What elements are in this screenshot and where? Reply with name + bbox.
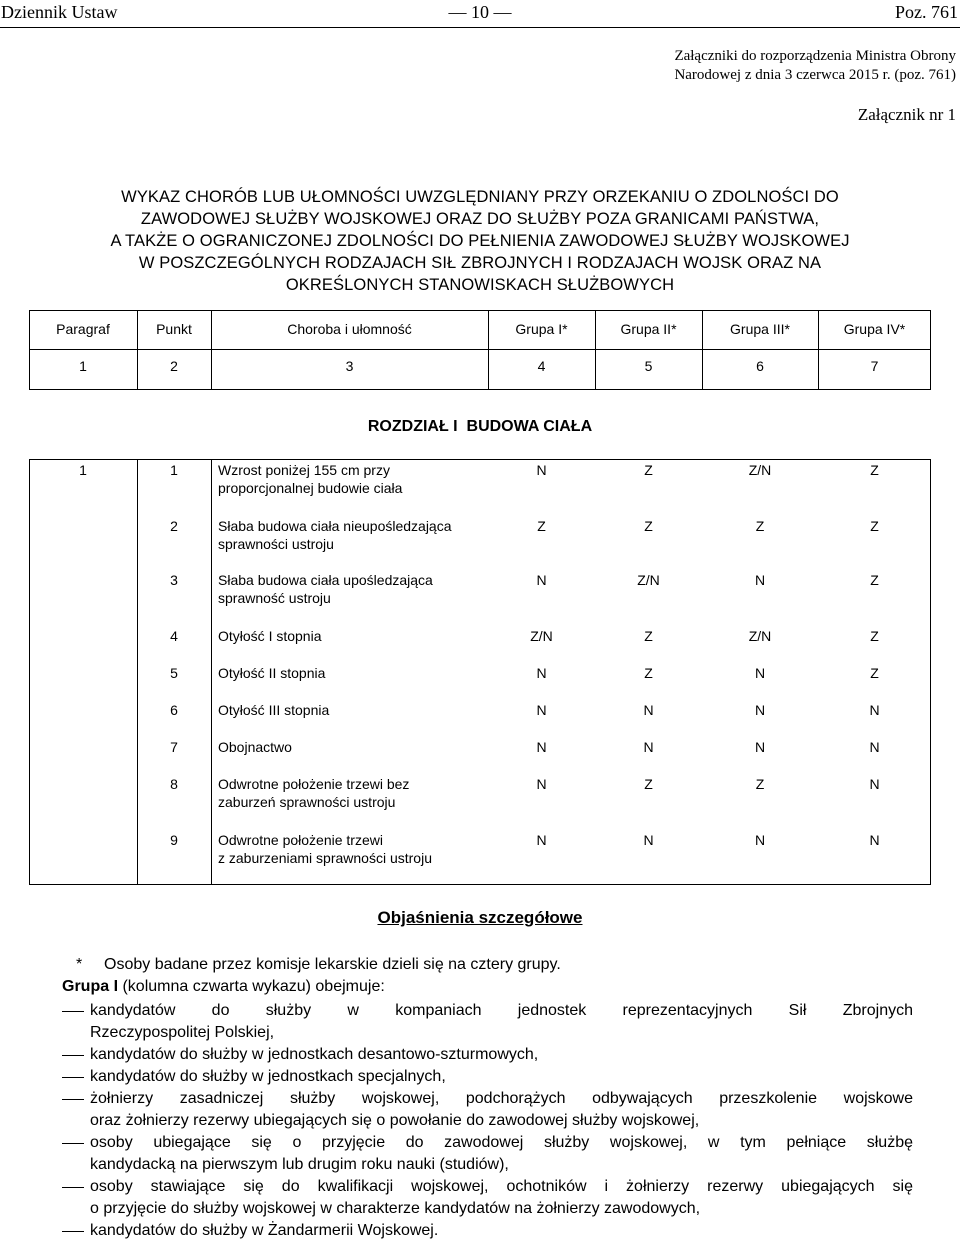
row-group-1-value: N — [536, 739, 547, 755]
row-group-4-value: Z — [870, 572, 879, 588]
row-point: 3 — [170, 572, 178, 588]
row-point: 8 — [170, 776, 178, 792]
col-number: 6 — [756, 358, 764, 374]
row-point: 2 — [170, 518, 178, 534]
journal-name: Dziennik Ustaw — [1, 2, 118, 22]
table-header-divider — [29, 349, 931, 350]
chapter-heading: ROZDZIAŁ I BUDOWA CIAŁA — [367, 418, 593, 435]
row-group-2-value: N — [643, 702, 654, 718]
col-header-disease: Choroba i ułomność — [287, 321, 412, 337]
list-item: kandydatów do służby w Żandarmerii Wojskowej. — [90, 1222, 439, 1239]
title-line-5: OKREŚLONYCH STANOWISKACH SŁUŻBOWYCH — [285, 276, 675, 294]
title-line-1: WYKAZ CHORÓB LUB UŁOMNOŚCI UWZGLĘDNIANY PRZY ORZEKANIU O ZDOLNOŚCI DO — [121, 188, 839, 206]
col-header-group-2: Grupa II* — [620, 321, 677, 337]
row-group-4-value: Z — [870, 665, 879, 681]
row-group-4-value: Z — [870, 518, 879, 534]
list-dash — [62, 1077, 84, 1078]
row-group-1-value: N — [536, 832, 547, 848]
row-group-4-value: N — [869, 702, 880, 718]
title-line-4: W POSZCZEGÓLNYCH RODZAJACH SIŁ ZBROJNYCH I RODZAJACH WOJSK ORAZ NA — [138, 254, 822, 272]
list-item: osoby ubiegające się o przyjęcie do zawodowej służby wojskowej, w tym pełniące służbę — [90, 1134, 913, 1151]
row-group-2-value: Z — [644, 628, 653, 644]
list-dash — [62, 1055, 84, 1056]
row-group-1-value: N — [536, 702, 547, 718]
row-group-1-value: N — [536, 776, 547, 792]
row-description-line-2: z zaburzeniami sprawności ustroju — [218, 850, 432, 866]
row-point: 1 — [170, 462, 178, 478]
row-group-3-value: Z/N — [748, 462, 772, 478]
row-group-2-value: N — [643, 739, 654, 755]
row-group-3-value: Z — [755, 518, 765, 534]
group-1-description: (kolumna czwarta wykazu) obejmuje: — [118, 978, 385, 995]
list-item: żołnierzy zasadniczej służby wojskowej, podchorążych odbywających przeszkolenie wojskowe — [90, 1090, 913, 1107]
annex-title: Załącznik nr 1 — [857, 105, 956, 124]
row-group-2-value: Z — [644, 776, 653, 792]
row-description-line-1: Słaba budowa ciała upośledzająca — [218, 572, 433, 588]
row-group-1-value: N — [536, 665, 547, 681]
col-number: 7 — [870, 358, 879, 374]
header-rule — [0, 27, 960, 28]
row-group-2-value: Z — [644, 518, 653, 534]
position-number: Poz. 761 — [895, 2, 958, 22]
page-number: — 10 — — [448, 2, 512, 22]
row-group-1-value: Z — [537, 518, 546, 534]
annex-note-line-1: Załączniki do rozporządzenia Ministra Obrony — [674, 48, 956, 64]
row-description-line-2: zaburzeń sprawności ustroju — [218, 794, 396, 810]
list-dash — [62, 1187, 84, 1188]
row-group-2-value: N — [643, 832, 654, 848]
annex-note — [674, 47, 956, 85]
row-group-3-value: N — [754, 572, 766, 588]
row-description-line-1: Odwrotne położenie trzewi bez — [218, 776, 410, 792]
row-point: 7 — [170, 739, 178, 755]
col-number: 4 — [537, 358, 546, 374]
row-group-4-value: Z — [870, 462, 879, 478]
col-divider — [211, 459, 212, 885]
list-item-continuation: kandydacką na pierwszym lub drugim roku nauki (studiów), — [90, 1156, 509, 1173]
row-description-line-2: sprawności ustroju — [218, 536, 334, 552]
row-description-line-1: Odwrotne położenie trzewi — [218, 832, 383, 848]
list-item: kandydatów do służby w kompaniach jednostek reprezentacyjnych Sił Zbrojnych — [90, 1002, 913, 1019]
row-group-3-value: N — [754, 832, 766, 848]
explanations-title: Objaśnienia szczegółowe — [377, 908, 583, 927]
row-description-line-1: Otyłość III stopnia — [218, 702, 330, 718]
row-paragraph: 1 — [79, 462, 87, 478]
list-item: osoby stawiające się do kwalifikacji wojskowej, ochotników i żołnierzy rezerwy ubiegających się — [90, 1178, 913, 1195]
asterisk-mark: * — [76, 956, 83, 973]
row-description-line-1: Wzrost poniżej 155 cm przy — [218, 462, 390, 478]
row-description-line-2: proporcjonalnej budowie ciała — [218, 480, 403, 496]
group-1-intro — [62, 978, 385, 996]
row-group-1-value: N — [536, 572, 547, 588]
row-description-line-1: Otyłość II stopnia — [218, 665, 326, 681]
row-point: 6 — [170, 702, 178, 718]
list-item-continuation: oraz żołnierzy rezerwy ubiegających się o powołanie do zawodowej służby wojskowej, — [90, 1112, 700, 1129]
list-dash — [62, 1011, 84, 1012]
row-group-3-value: N — [754, 665, 766, 681]
col-number: 2 — [170, 358, 178, 374]
groups-note: Osoby badane przez komisje lekarskie dzieli się na cztery grupy. — [104, 956, 561, 973]
list-dash — [62, 1099, 84, 1100]
col-number: 1 — [79, 358, 87, 374]
row-group-1-value: Z/N — [530, 628, 553, 644]
row-group-4-value: N — [869, 739, 880, 755]
title-line-3: A TAKŻE O OGRANICZONEJ ZDOLNOŚCI DO PEŁNIENIA ZAWODOWEJ SŁUŻBY WOJSKOWEJ — [110, 232, 850, 250]
col-header-group-3: Grupa III* — [730, 321, 790, 337]
document-title — [20, 186, 940, 296]
col-header-group-4: Grupa IV* — [843, 321, 906, 337]
list-item: kandydatów do służby w jednostkach desantowo-szturmowych, — [90, 1046, 539, 1063]
list-item-continuation: Rzeczypospolitej Polskiej, — [90, 1024, 275, 1041]
title-line-2: ZAWODOWEJ SŁUŻBY WOJSKOWEJ ORAZ DO SŁUŻBY POZA GRANICAMI PAŃSTWA, — [140, 210, 820, 228]
row-group-2-value: Z — [644, 462, 653, 478]
group-1-label: Grupa I — [62, 978, 119, 995]
row-description-line-1: Otyłość I stopnia — [218, 628, 322, 644]
row-group-2-value: Z — [644, 665, 653, 681]
list-dash — [62, 1143, 84, 1144]
row-group-3-value: N — [754, 702, 766, 718]
row-group-1-value: N — [536, 462, 547, 478]
row-point: 9 — [170, 832, 178, 848]
row-description-line-2: sprawność ustroju — [218, 590, 331, 606]
row-group-2-value: Z/N — [637, 572, 660, 588]
row-point: 5 — [170, 665, 178, 681]
list-item-continuation: o przyjęcie do służby wojskowej w charakterze kandydatów na żołnierzy zawodowych, — [90, 1200, 701, 1217]
row-group-3-value: N — [754, 739, 766, 755]
col-header-group-1: Grupa I* — [515, 321, 568, 337]
row-group-3-value: Z/N — [748, 628, 772, 644]
row-group-3-value: Z — [755, 776, 765, 792]
col-header-point: Punkt — [156, 321, 192, 337]
col-number: 3 — [345, 358, 354, 374]
row-description-line-1: Obojnactwo — [218, 739, 292, 755]
list-item: kandydatów do służby w jednostkach specjalnych, — [90, 1068, 446, 1085]
col-header-paragraph: Paragraf — [56, 321, 110, 337]
row-group-4-value: N — [869, 776, 880, 792]
row-point: 4 — [170, 628, 178, 644]
col-number: 5 — [644, 358, 653, 374]
row-group-4-value: Z — [870, 628, 879, 644]
page-header — [0, 2, 960, 26]
row-description-line-1: Słaba budowa ciała nieupośledzająca — [218, 518, 452, 534]
row-group-4-value: N — [869, 832, 880, 848]
annex-note-line-2: Narodowej z dnia 3 czerwca 2015 r. (poz. 761) — [674, 67, 956, 83]
list-dash — [62, 1231, 84, 1232]
